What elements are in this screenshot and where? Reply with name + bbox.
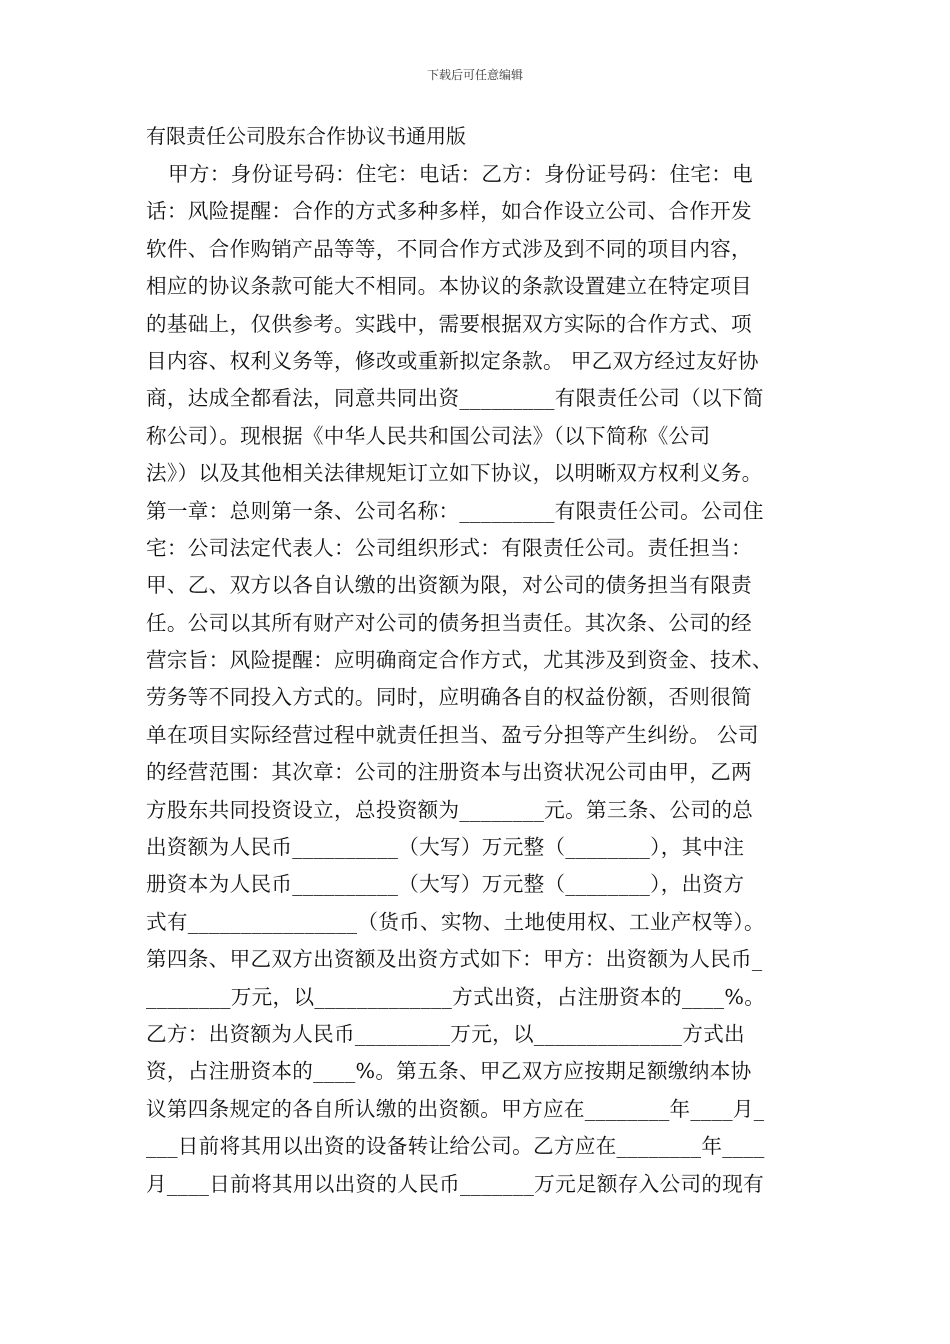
body-line: 法》）以及其他相关法律规矩订立如下协议，以明晰双方权利义务。 xyxy=(146,461,763,486)
body-line: 任。公司以其所有财产对公司的债务担当责任。其次条、公司的经 xyxy=(146,610,752,635)
body-line: 软件、合作购销产品等等，不同合作方式涉及到不同的项目内容， xyxy=(146,236,752,261)
document-body xyxy=(146,160,826,1207)
body-line: 相应的协议条款可能大不相同。本协议的条款设置建立在特定项目 xyxy=(146,274,752,299)
body-line: 营宗旨：风险提醒：应明确商定合作方式，尤其涉及到资金、技术、 xyxy=(146,648,773,673)
body-line: 单在项目实际经营过程中就责任担当、盈亏分担等产生纠纷。 公司 xyxy=(146,722,759,747)
body-line: 议第四条规定的各自所认缴的出资额。甲方应在________年____月_ xyxy=(146,1096,765,1121)
header-note: 下载后可任意编辑 xyxy=(426,68,523,82)
body-line: 称公司）。现根据《中华人民共和国公司法》（以下简称《公司 xyxy=(146,423,711,448)
document-title: 有限责任公司股东合作协议书通用版 xyxy=(146,124,466,148)
body-line: 宅：公司法定代表人：公司组织形式：有限责任公司。责任担当： xyxy=(146,535,752,560)
body-line: ___日前将其用以出资的设备转让给公司。乙方应在________年____ xyxy=(146,1134,765,1159)
body-line: 甲方：身份证号码：住宅：电话：乙方：身份证号码：住宅：电 xyxy=(168,162,754,186)
body-line: 式有________________（货币、实物、土地使用权、工业产权等）。 xyxy=(146,909,765,934)
body-line: ________万元，以_____________方式出资，占注册资本的____%。 xyxy=(146,984,766,1009)
body-line: 话：风险提醒：合作的方式多种多样，如合作设立公司、合作开发 xyxy=(146,199,752,224)
body-line: 月____日前将其用以出资的人民币_______万元足额存入公司的现有 xyxy=(146,1171,765,1196)
body-line: 甲、乙、双方以各自认缴的出资额为限，对公司的债务担当有限责 xyxy=(146,573,752,598)
body-line: 商，达成全都看法，同意共同出资_________有限责任公司（以下简 xyxy=(146,386,764,411)
body-line: 方股东共同投资设立，总投资额为________元。第三条、公司的总 xyxy=(146,797,754,822)
body-line: 第一章：总则第一条、公司名称：_________有限责任公司。公司住 xyxy=(146,498,764,523)
body-line: 的经营范围：其次章：公司的注册资本与出资状况公司由甲，乙两 xyxy=(146,760,752,785)
body-line: 乙方：出资额为人民币_________万元，以______________方式出 xyxy=(146,1021,745,1046)
body-line: 目内容、权利义务等，修改或重新拟定条款。 甲乙双方经过友好协 xyxy=(146,348,759,373)
body-line: 册资本为人民币__________（大写）万元整（________），出资方 xyxy=(146,872,745,897)
body-line: 出资额为人民币__________（大写）万元整（________），其中注 xyxy=(146,835,745,860)
body-line: 资，占注册资本的____%。第五条、甲乙双方应按期足额缴纳本协 xyxy=(146,1059,752,1084)
body-line: 的基础上，仅供参考。实践中，需要根据双方实际的合作方式、项 xyxy=(146,311,752,336)
body-line: 劳务等不同投入方式的。同时，应明确各自的权益份额，否则很简 xyxy=(146,685,752,710)
body-line: 第四条、甲乙双方出资额及出资方式如下：甲方：出资额为人民币_ xyxy=(146,947,763,972)
